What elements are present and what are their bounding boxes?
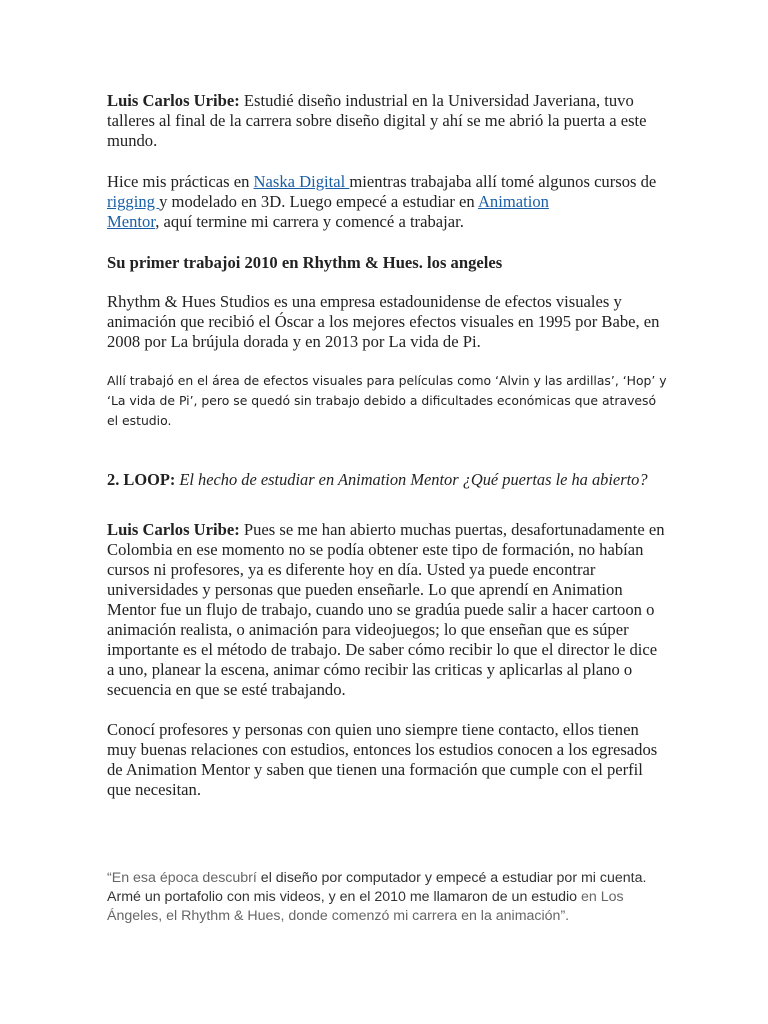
question-text: El hecho de estudiar en Animation Mentor ¿Qué puertas le ha abierto? xyxy=(175,470,648,489)
practices-text-2: mientras trabajaba allí tomé algunos cursos de xyxy=(349,172,657,191)
animation-mentor-link[interactable]: Animation xyxy=(477,192,549,211)
practices-text-3: y modelado en 3D. Luego empecé a estudiar en xyxy=(159,192,478,211)
question-label: 2. LOOP: xyxy=(107,470,176,489)
paragraph-intro xyxy=(107,91,667,151)
animation-mentor-link-cont[interactable]: Mentor xyxy=(107,212,156,231)
quote-part-3: en Los Ángeles, el Rhythm & Hues, donde comenzó mi carrera en la animación”. xyxy=(107,889,624,924)
practices-text-1: Hice mis prácticas en xyxy=(107,172,254,191)
paragraph-practices xyxy=(107,172,667,232)
question-2 xyxy=(107,470,667,490)
intro-text: Estudié diseño industrial en la Universidad Javeriana, tuvo talleres al final de la carrera sobre diseño digital y ahí se me abrió la puerta a este mundo. xyxy=(107,91,647,150)
pull-quote xyxy=(107,869,667,926)
naska-digital-link[interactable]: Naska Digital xyxy=(253,172,350,191)
paragraph-answer xyxy=(107,520,667,700)
paragraph-vfx-work: Allí trabajó en el área de efectos visuales para películas como ‘Alvin y las ardillas’, ‘Hop’ y ‘La vida de Pi’, pero se quedó sin trabajo debido a dificultades económicas que atravesó el estudio. xyxy=(107,373,667,428)
paragraph-contacts: Conocí profesores y personas con quien uno siempre tiene contacto, ellos tienen muy buenas relaciones con estudios, entonces los estudios conocen a los egresados de Animation Mentor y saben que tienen una formación que cumple con el perfil que necesitan. xyxy=(107,720,658,799)
answer-text: Pues se me han abierto muchas puertas, desafortunadamente en Colombia en ese momento no se podía obtener este tipo de formación, no habían cursos ni profesores, ya es diferente hoy en día. Usted ya puede encontrar universidades y personas que pueden enseñarle. Lo que aprendí en Animation Mentor fue un flujo de trabajo, cuando uno se gradúa puede salir a hacer cartoon o animación realista, o animación para videojuegos; lo que enseñan que es súper importante es el método de trabajo. De saber cómo recibir lo que el director le dice a uno, planear la escena, animar cómo recibir las criticas y aplicarlas al plano o secuencia en que se esté trabajando. xyxy=(107,520,665,699)
quote-part-2: el diseño por computador y empecé a estudiar por mi cuenta. Armé un portafolio con mis videos, y en el 2010 me llamaron de un estudio xyxy=(107,870,647,905)
speaker-name-2: Luis Carlos Uribe: xyxy=(107,520,240,539)
speaker-name: Luis Carlos Uribe: xyxy=(107,91,240,110)
quote-part-1: “En esa época descubrí xyxy=(107,870,257,886)
section-heading: Su primer trabajoi 2010 en Rhythm & Hues. los angeles xyxy=(107,253,503,272)
practices-text-4: , aquí termine mi carrera y comencé a trabajar. xyxy=(155,212,464,231)
paragraph-rhythm-hues: Rhythm & Hues Studios es una empresa estadounidense de efectos visuales y animación que recibió el Óscar a los mejores efectos visuales en 1995 por Babe, en 2008 por La brújula dorada y en 2013 por La vida de Pi. xyxy=(107,292,660,351)
rigging-link[interactable]: rigging xyxy=(107,192,160,211)
